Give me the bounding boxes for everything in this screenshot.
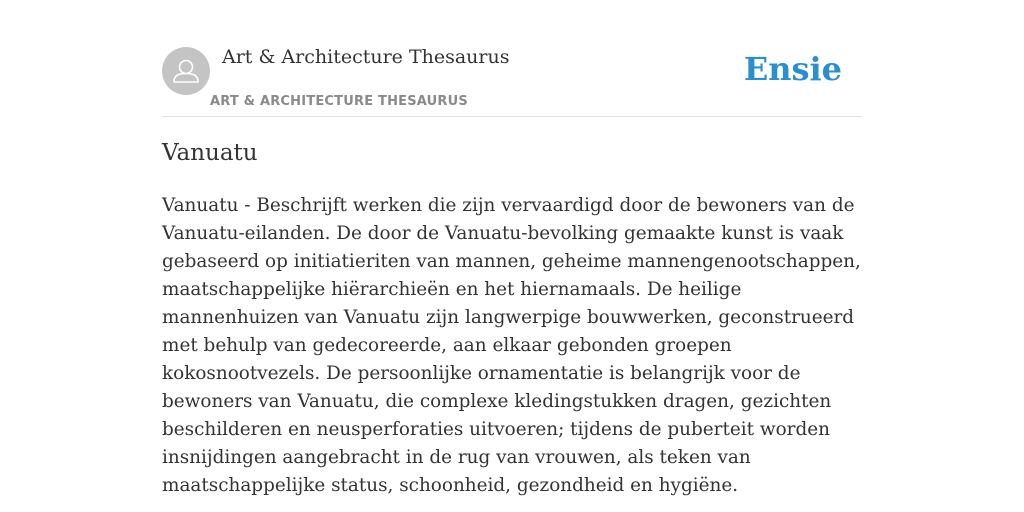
- ensie-logo[interactable]: Ensie: [743, 50, 842, 88]
- source-subtitle[interactable]: ART & ARCHITECTURE THESAURUS: [210, 94, 468, 109]
- source-title[interactable]: Art & Architecture Thesaurus: [222, 46, 510, 68]
- header: [162, 40, 862, 117]
- entry-body: Vanuatu - Beschrijft werken die zijn vervaardigd door de bewoners van de Vanuatu-eilanden. De door de Vanuatu-bevolking gemaakte kunst is vaak gebaseerd op initiatieriten van mannen, geheime mannengenootschappen, maatschappelijke hiërarchieën en het hiernamaals. De heilige mannenhuizen van Vanuatu zijn langwerpige bouwwerken, geconstrueerd met behulp van gedecoreerde, aan elkaar gebonden groepen kokosnootvezels. De persoonlijke ornamentatie is belangrijk voor de bewoners van Vanuatu, die complexe kledingstukken dragen, gezichten beschilderen en neusperforaties uitvoeren; tijdens de puberteit worden insnijdingen aangebracht in de rug van vrouwen, als teken van maatschappelijke status, schoonheid, gezondheid en hygiëne.: [162, 195, 861, 496]
- entry-title: Vanuatu: [162, 140, 258, 166]
- user-silhouette-icon: [162, 47, 210, 95]
- avatar[interactable]: [162, 47, 210, 95]
